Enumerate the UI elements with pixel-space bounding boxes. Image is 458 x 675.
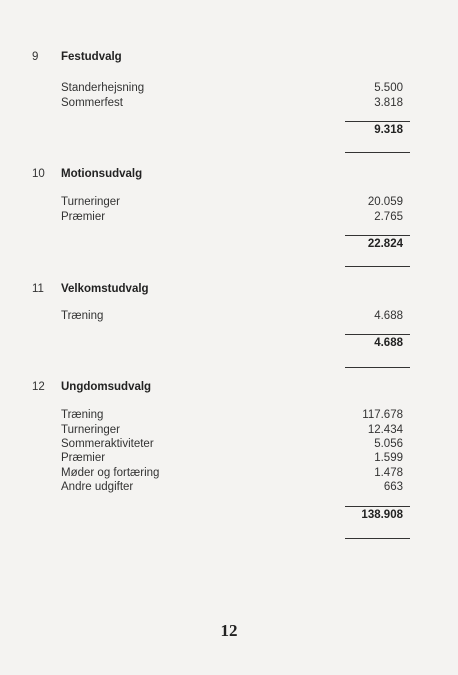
line-item-label: Præmier xyxy=(61,452,106,464)
section-title: Festudvalg xyxy=(61,51,122,63)
section-number: 10 xyxy=(32,168,45,180)
section-title: Ungdomsudvalg xyxy=(61,381,152,393)
line-item-label: Sommerfest xyxy=(61,97,123,109)
section-total: 4.688 xyxy=(374,337,403,349)
total-bottom-rule xyxy=(345,266,410,267)
section-number: 11 xyxy=(32,283,44,295)
line-item-label: Træning xyxy=(61,409,104,421)
section-title: Velkomstudvalg xyxy=(61,283,149,295)
line-item-label: Turneringer xyxy=(61,196,121,208)
line-item-label: Turneringer xyxy=(61,424,121,436)
total-top-rule xyxy=(345,334,410,335)
line-item-amount: 3.818 xyxy=(374,97,403,109)
line-item-label: Præmier xyxy=(61,211,106,223)
section-total: 9.318 xyxy=(374,124,403,136)
line-item-amount: 1.599 xyxy=(374,452,403,464)
line-item-amount: 117.678 xyxy=(362,409,403,421)
section-number: 12 xyxy=(32,381,45,393)
line-item-label: Træning xyxy=(61,310,104,322)
total-bottom-rule xyxy=(345,367,410,368)
line-item-label: Standerhejsning xyxy=(61,82,145,94)
line-item-amount: 4.688 xyxy=(374,310,403,322)
line-item-amount: 20.059 xyxy=(367,196,403,208)
line-item-amount: 663 xyxy=(383,481,403,493)
line-item-label: Møder og fortæring xyxy=(61,467,160,479)
section-title: Motionsudvalg xyxy=(61,168,143,180)
line-item-amount: 1.478 xyxy=(374,467,403,479)
section-total: 22.824 xyxy=(367,238,403,250)
section-total: 138.908 xyxy=(361,509,403,521)
total-bottom-rule xyxy=(345,538,410,539)
section-number: 9 xyxy=(32,51,39,63)
total-top-rule xyxy=(345,121,410,122)
total-top-rule xyxy=(345,506,410,507)
total-bottom-rule xyxy=(345,152,410,153)
total-top-rule xyxy=(345,235,410,236)
page-number: 12 xyxy=(220,621,238,640)
line-item-amount: 12.434 xyxy=(367,424,403,436)
line-item-amount: 5.500 xyxy=(374,82,403,94)
line-item-amount: 5.056 xyxy=(374,438,403,450)
line-item-amount: 2.765 xyxy=(374,211,403,223)
line-item-label: Andre udgifter xyxy=(61,481,134,493)
line-item-label: Sommeraktiviteter xyxy=(61,438,154,450)
